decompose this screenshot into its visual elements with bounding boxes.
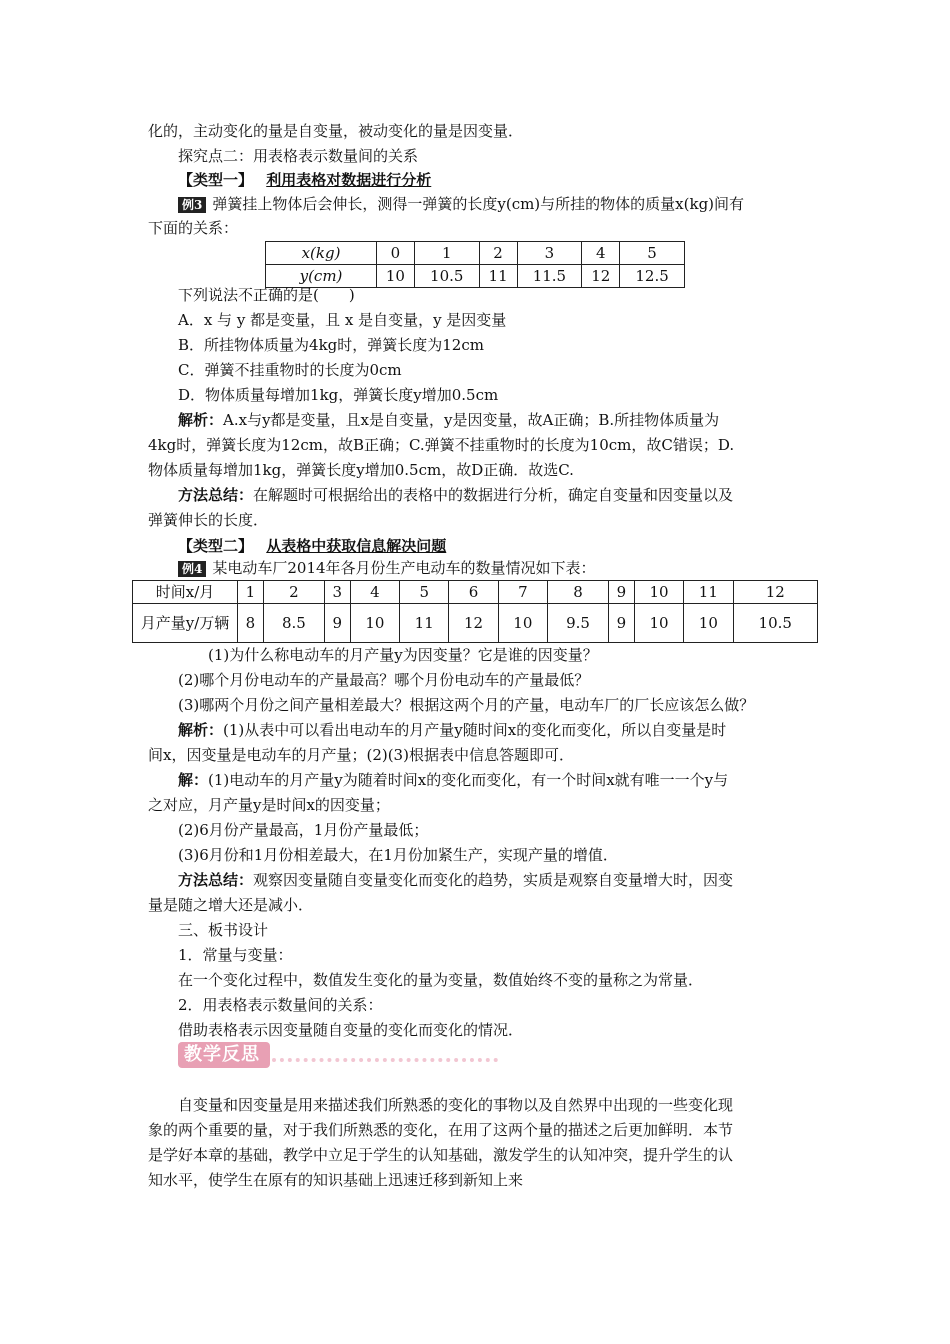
method-summary-line bbox=[178, 869, 733, 891]
solution-text: (1)电动车的月产量y为随着时间x的变化而变化，有一个时间x就有唯一一个y与 bbox=[208, 771, 729, 789]
section-heading: 探究点二：用表格表示数量间的关系 bbox=[178, 147, 419, 165]
table-cell: 8 bbox=[238, 604, 264, 643]
table-cell: 5 bbox=[400, 581, 449, 604]
example-4-line bbox=[178, 557, 596, 579]
table-row bbox=[133, 604, 818, 643]
type1-heading bbox=[178, 169, 431, 191]
solution-label: 解： bbox=[178, 771, 209, 789]
text-line: 借助表格表示因变量随自变量的变化而变化的情况． bbox=[178, 1021, 524, 1039]
example-badge: 例4 bbox=[178, 561, 206, 577]
method-summary-label: 方法总结： bbox=[178, 871, 254, 889]
table-header-cell: x(kg) bbox=[266, 242, 377, 265]
reflection-banner bbox=[178, 1042, 498, 1068]
text-line: 之对应，月产量y是时间x的因变量； bbox=[148, 796, 390, 814]
text-line: 是学好本章的基础，教学中立足于学生的认知基础，激发学生的认知冲突，提升学生的认 bbox=[148, 1146, 734, 1164]
table-header-cell: y(cm) bbox=[266, 265, 377, 288]
type2-title: 从表格中获取信息解决问题 bbox=[266, 537, 447, 555]
text-line: 量是随之增大还是减小． bbox=[148, 896, 314, 914]
banner-dotted-line bbox=[272, 1058, 498, 1062]
type1-bracket: 【类型一】 bbox=[178, 171, 254, 189]
method-summary-text: 观察因变量随自变量变化而变化的趋势，实质是观察自变量增大时，因变 bbox=[253, 871, 734, 889]
analysis-line bbox=[178, 719, 726, 741]
section-heading: 三、板书设计 bbox=[178, 921, 269, 939]
example-3-line bbox=[178, 193, 744, 215]
type1-title: 利用表格对数据进行分析 bbox=[266, 171, 432, 189]
table-cell: 1 bbox=[238, 581, 264, 604]
table-cell: 9.5 bbox=[548, 604, 609, 643]
text-line: 象的两个重要的量，对于我们所熟悉的变化，在用了这两个量的描述之后更加鲜明．本节 bbox=[148, 1121, 734, 1139]
text-line: 物体质量每增加1kg，弹簧长度y增加0.5cm，故D正确．故选C. bbox=[148, 461, 574, 479]
table-cell: 12 bbox=[582, 265, 620, 288]
text-line: (2)6月份产量最高，1月份产量最低； bbox=[178, 821, 429, 839]
text-line: 自变量和因变量是用来描述我们所熟悉的变化的事物以及自然界中出现的一些变化现 bbox=[178, 1096, 734, 1114]
option-c: C．弹簧不挂重物时的长度为0cm bbox=[178, 361, 402, 379]
question: 下列说法不正确的是( ) bbox=[178, 286, 355, 304]
table-cell: 11 bbox=[479, 265, 517, 288]
table-cell: 9 bbox=[609, 581, 635, 604]
banner-title: 教学反思 bbox=[184, 1044, 260, 1065]
table-cell: 0 bbox=[377, 242, 415, 265]
table-cell: 10 bbox=[634, 604, 683, 643]
text-line: (3)6月份和1月份相差最大，在1月份加紧生产，实现产量的增值． bbox=[178, 846, 618, 864]
text-line: 间x，因变量是电动车的月产量；(2)(3)根据表中信息答题即可． bbox=[148, 746, 574, 764]
table-cell: 3 bbox=[324, 581, 350, 604]
table-cell: 10 bbox=[498, 604, 547, 643]
table-cell: 4 bbox=[350, 581, 399, 604]
analysis-label: 解析： bbox=[178, 411, 224, 429]
table-cell: 5 bbox=[620, 242, 685, 265]
text-line: 2．用表格表示数量间的关系： bbox=[178, 996, 383, 1014]
sub-question-3: (3)哪两个月份之间产量相差最大？根据这两个月的产量，电动车厂的厂长应该怎么做？ bbox=[178, 696, 755, 714]
text-line: 1．常量与变量： bbox=[178, 946, 293, 964]
table-cell: 3 bbox=[517, 242, 582, 265]
table-header-cell: 月产量y/万辆 bbox=[133, 604, 238, 643]
table-cell: 8 bbox=[548, 581, 609, 604]
table-cell: 2 bbox=[479, 242, 517, 265]
table-cell: 8.5 bbox=[263, 604, 324, 643]
table-cell: 9 bbox=[324, 604, 350, 643]
table-cell: 2 bbox=[263, 581, 324, 604]
text-line: 弹簧伸长的长度． bbox=[148, 511, 269, 529]
table-cell: 10 bbox=[377, 265, 415, 288]
sub-question-2: (2)哪个月份电动车的产量最高？哪个月份电动车的产量最低？ bbox=[178, 671, 590, 689]
sub-question-1: (1)为什么称电动车的月产量y为因变量？它是谁的因变量？ bbox=[208, 646, 598, 664]
table-cell: 1 bbox=[414, 242, 479, 265]
table-cell: 10 bbox=[350, 604, 399, 643]
table-cell: 10.5 bbox=[414, 265, 479, 288]
production-table bbox=[132, 580, 818, 643]
table-row bbox=[133, 581, 818, 604]
table-cell: 11.5 bbox=[517, 265, 582, 288]
analysis-line bbox=[178, 409, 719, 431]
example-badge: 例3 bbox=[178, 197, 206, 213]
analysis-text: A.x与y都是变量，且x是自变量，y是因变量，故A正确；B.所挂物体质量为 bbox=[223, 411, 720, 429]
type2-bracket: 【类型二】 bbox=[178, 537, 254, 555]
table-cell: 9 bbox=[609, 604, 635, 643]
table-cell: 12 bbox=[449, 604, 498, 643]
option-a: A．x 与 y 都是变量，且 x 是自变量，y 是因变量 bbox=[178, 311, 507, 329]
solution-line bbox=[178, 769, 728, 791]
table-cell: 6 bbox=[449, 581, 498, 604]
option-b: B．所挂物体质量为4kg时，弹簧长度为12cm bbox=[178, 336, 484, 354]
table-row bbox=[266, 242, 685, 265]
method-summary-line bbox=[178, 484, 733, 506]
analysis-label: 解析： bbox=[178, 721, 224, 739]
table-cell: 12.5 bbox=[620, 265, 685, 288]
table-cell: 7 bbox=[498, 581, 547, 604]
example-4-text: 某电动车厂2014年各月份生产电动车的数量情况如下表： bbox=[212, 559, 596, 577]
method-summary-text: 在解题时可根据给出的表格中的数据进行分析，确定自变量和因变量以及 bbox=[253, 486, 734, 504]
type2-heading bbox=[178, 535, 446, 557]
text-line: 下面的关系： bbox=[148, 219, 239, 237]
table-cell: 10 bbox=[684, 604, 733, 643]
table-cell: 12 bbox=[733, 581, 818, 604]
text-line: 知水平，使学生在原有的知识基础上迅速迁移到新知上来 bbox=[148, 1171, 524, 1189]
analysis-text: (1)从表中可以看出电动车的月产量y随时间x的变化而变化，所以自变量是时 bbox=[223, 721, 727, 739]
table-header-cell: 时间x/月 bbox=[133, 581, 238, 604]
text-line: 4kg时，弹簧长度为12cm，故B正确；C.弹簧不挂重物时的长度为10cm，故C错误；D. bbox=[148, 436, 735, 454]
example-3-text: 弹簧挂上物体后会伸长，测得一弹簧的长度y(cm)与所挂的物体的质量x(kg)间有 bbox=[212, 195, 745, 213]
table-cell: 11 bbox=[684, 581, 733, 604]
option-d: D．物体质量每增加1kg，弹簧长度y增加0.5cm bbox=[178, 386, 499, 404]
text-line: 化的，主动变化的量是自变量，被动变化的量是因变量． bbox=[148, 122, 524, 140]
text-line: 在一个变化过程中，数值发生变化的量为变量，数值始终不变的量称之为常量． bbox=[178, 971, 704, 989]
table-cell: 10.5 bbox=[733, 604, 818, 643]
table-cell: 10 bbox=[634, 581, 683, 604]
spring-table bbox=[265, 241, 685, 288]
table-cell: 11 bbox=[400, 604, 449, 643]
method-summary-label: 方法总结： bbox=[178, 486, 254, 504]
table-cell: 4 bbox=[582, 242, 620, 265]
